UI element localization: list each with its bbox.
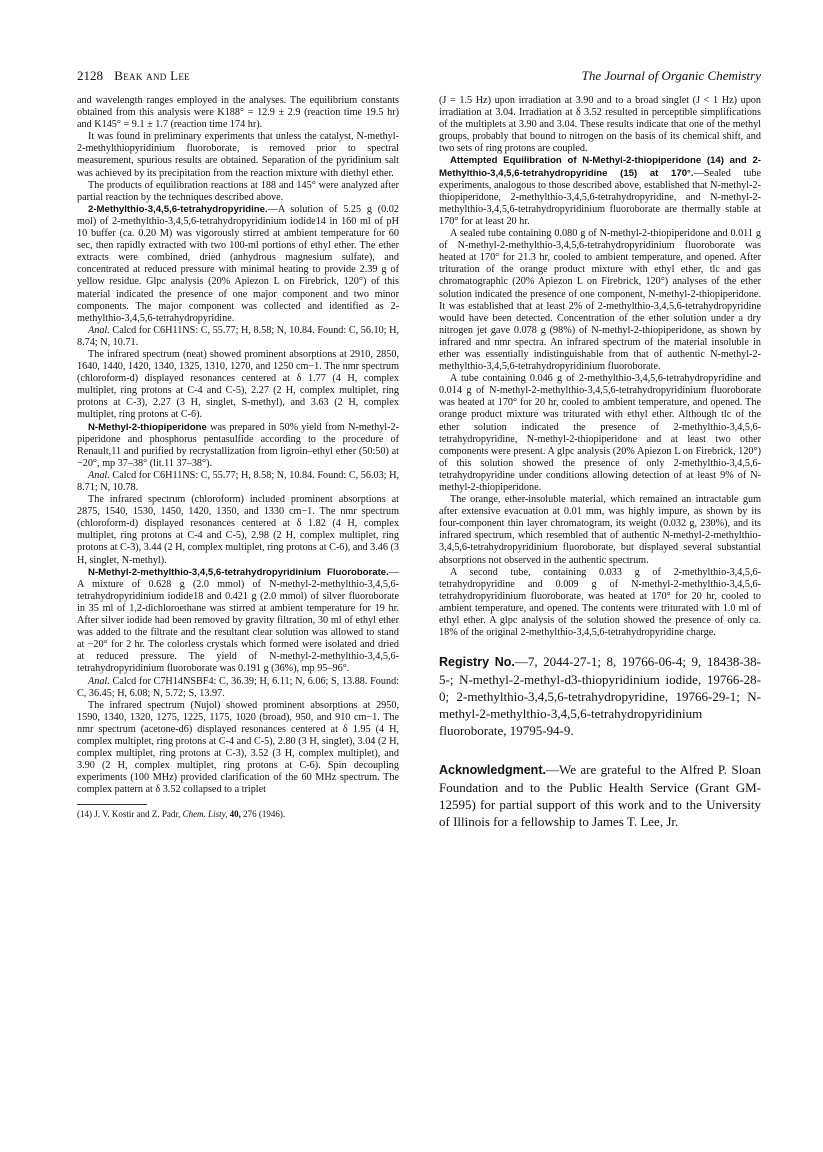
running-authors: Beak and Lee — [114, 68, 190, 83]
paragraph: A second tube, containing 0.033 g of 2-methylthio-3,4,5,6-tetrahydropyridine and 0.009 g of N-methyl-2-methylthio-3,4,5,6-tetrahydropyridinium fluoroborate, was heated at 170° for 20 hr, cooled to ambient temperature, and opened. The contents were triturated with 1.0 ml of ethyl ether. A glpc analysis of the solution showed the presence of only ca. 18% of the original 2-methylthio-3,4,5,6-tetrahydropyridine charge. — [439, 566, 761, 639]
footnote — [77, 809, 399, 820]
paragraph: The infrared spectrum (Nujol) showed prominent absorptions at 2950, 1590, 1340, 1320, 1275, 1225, 1175, 1020 (broad), 950, and 910 cm−1. The nmr spectrum (acetone-d6) displayed resonances centered at δ 1.95 (4 H, complex multiplet, ring protons at C-4 and C-5), 2.80 (3 H, singlet), 3.04 (2 H, complex multiplet, ring protons at C-3), 3.52 (3 H, complex multiplet), and 3.90 (2 H, complex multiplet, ring protons at C-6). Spin decoupling experiments (100 MHz) provided clarification of the 60 MHz spectrum. The complex pattern at δ 3.52 collapsed to a triplet — [77, 699, 399, 796]
running-header — [77, 66, 761, 86]
acknowledgment-heading: Acknowledgment. — [439, 763, 546, 778]
paragraph: It was found in preliminary experiments that unless the catalyst, N-methyl-2-methylthiopyridinium fluoroborate, is removed prior to spectral measurement, spurious results are obtained. Separation of the pyridinium salt was achieved by its precipitation from the reaction mixture with diethyl ether. — [77, 131, 399, 179]
paragraph: A sealed tube containing 0.080 g of N-methyl-2-thiopiperidone and 0.011 g of N-methyl-2-methylthio-3,4,5,6-tetrahydropyridinium fluoroborate was heated at 170° for 21.3 hr, cooled to ambient temperature, and opened. After trituration of the orange product mixture with ethyl ether, tlc and gas chromatographic (20% Apiezon L on Firebrick, 120°) analyses of the ether solution indicated the presence of one component, N-methyl-2-thiopiperidone. It was established that at least 2% of 2-methylthio-3,4,5,6-tetrahydropyridine would have been detected. Concentration of the ether solution under a dry nitrogen jet gave 0.078 g (98%) of N-methyl-2-thiopiperidone, as shown by infrared and nmr spectra. An infrared spectrum of the material insoluble in ether was essentially indistinguishable from that of authentic N-methyl-2-methylthio-3,4,5,6-tetrahydropyridinium fluoroborate. — [439, 228, 761, 373]
journal-name: The Journal of Organic Chemistry — [581, 68, 761, 83]
registry-text: —7, 2044-27-1; 8, 19766-06-4; 9, 18438-38-5-; N-methyl-2-methyl-d3-thiopyridinium iodide, 19766-28-0; 2-methylthio-3,4,5,6-tetrahydropyridine, 19766-29-1; N-methyl-2-methylthio-3,4,5,6-tetrahydropyridinium fluoroborate, 19795-94-9. — [439, 654, 761, 739]
paragraph — [439, 155, 761, 228]
section-heading: Attempted Equilibration of N-Methyl-2-thiopiperidone (14) and 2-Methylthio-3,4,5,6-tetrahydropyridine (15) at 170°. — [439, 155, 761, 179]
section-heading: 2-Methylthio-3,4,5,6-tetrahydropyridine. — [88, 203, 268, 215]
paragraph-text: —Sealed tube experiments, analogous to those described above, established that N-methyl-2-thiopiperidone, 2-methylthio-3,4,5,6-tetrahydropyridine, and N-methyl-2-methylthio-3,4,5,6-tetrahydropyridinium fluoroborate are thermally stable at 170° for at least 20 hr. — [439, 167, 761, 227]
right-column — [439, 95, 761, 830]
paragraph — [77, 470, 399, 494]
paragraph: The orange, ether-insoluble material, which remained an intractable gum after extensive evacuation at 0.01 mm, was highly impure, as shown by its four-component thin layer chromatogram, its weight (0.032 g, 230%), and its infrared spectrum, which resembled that of authentic N-methyl-2-methylthio-3,4,5,6-tetrahydropyridinium fluoroborate, but displayed several substantial absorptions not observed in the authentic spectrum. — [439, 494, 761, 566]
paragraph-text: —A mixture of 0.628 g (2.0 mmol) of N-methyl-2-methylthio-3,4,5,6-tetrahydropyridinium iodide18 and 0.421 g (2.0 mmol) of silver fluoroborate in 35 ml of 1,2-dichloroethane was stirred at ambient temperature for 19 hr. After silver iodide had been removed by gravity filtration, 30 ml of ethyl ether was added to the filtrate and the resultant clear solution was allowed to stand at −20° for 2 hr. The colorless crystals which formed were isolated and dried at reduced pressure. The yield of N-methyl-2-methylthio-3,4,5,6-tetrahydropyridinium fluoroborate was 0.191 g (36%), mp 95–96°. — [77, 566, 399, 675]
registry-heading: Registry No. — [439, 655, 515, 670]
paragraph: (J = 1.5 Hz) upon irradiation at 3.90 and to a broad singlet (J < 1 Hz) upon irradiation at 3.04. Irradiation at δ 3.52 resulted in perceptible simplifications of the multiplets at 3.90 and 3.04. These results indicate that one of the methyl groups, probably that bound to nitrogen on the basis of its chemical shift, and two sets of ring protons are coupled. — [439, 95, 761, 155]
paragraph: A tube containing 0.046 g of 2-methylthio-3,4,5,6-tetrahydropyridine and 0.014 g of N-methyl-2-methylthio-3,4,5,6-tetrahydropyridinium fluoroborate was heated at 170° for 20 hr, cooled to ambient temperature, and opened. The orange product mixture was triturated with ethyl ether. Although tlc of the ether solution indicated the presence of 2-methylthio-3,4,5,6-tetrahydropyridine, N-methyl-2-thiopiperidone and at least two other components were present. A glpc analysis (20% Apiezon L on Firebrick, 120°) of this solution showed the presence of only 2-methylthio-3,4,5,6-tetrahydropyridine under conditions allowing detection of at least 9% of N-methyl-2-thiopiperidone. — [439, 373, 761, 493]
paragraph: The infrared spectrum (chloroform) included prominent absorptions at 2875, 1540, 1530, 1450, 1420, 1350, and 1330 cm−1. The nmr spectrum (chloroform-d) displayed resonances centered at δ 1.82 (4 H, complex multiplet, ring protons at C-4 and C-5), 2.98 (2 H, complex multiplet, ring protons at C-3), 3.44 (2 H, complex multiplet, ring protons at C-6), and 3.46 (3 H, singlet, N-methyl). — [77, 494, 399, 566]
section-heading: N-Methyl-2-methylthio-3,4,5,6-tetrahydropyridinium Fluoroborate. — [88, 566, 389, 578]
footnote-pages: 276 (1946). — [240, 809, 286, 820]
paragraph — [77, 325, 399, 349]
paragraph — [77, 204, 399, 325]
footnote-divider — [77, 804, 147, 805]
paragraph — [77, 676, 399, 700]
paragraph-text: was prepared in 50% yield from N-methyl-2-piperidone and phosphorus pentasulfide according to the procedure of Renault,11 and purified by recrystallization from ligroin–ethyl ether (50:50) at −20°, mp 37–38° (lit.11 37–38°). — [77, 421, 399, 469]
registry-numbers — [439, 653, 761, 739]
analysis-label: Anal. — [88, 675, 110, 687]
section-heading: N-Methyl-2-thiopiperidone — [88, 421, 207, 433]
paragraph: The infrared spectrum (neat) showed prominent absorptions at 2910, 2850, 1640, 1440, 1420, 1340, 1325, 1310, 1270, and 1250 cm−1. The nmr spectrum (chloroform-d) displayed resonances centered at δ 1.77 (4 H, complex multiplet, ring protons at C-4 and C-5), 2.27 (2 H, complex multiplet, ring protons at C-3), 2.27 (3 H, singlet, S-methyl), and 3.63 (2 H, complex multiplet, ring protons at C-6). — [77, 348, 399, 421]
paragraph-text: Calcd for C6H11NS: C, 55.77; H, 8.58; N, 10.84. Found: C, 56.03; H, 8.71; N, 10.78. — [77, 469, 400, 493]
paragraph — [77, 567, 399, 676]
analysis-label: Anal. — [88, 324, 110, 336]
paragraph: The products of equilibration reactions at 188 and 145° were analyzed after partial reaction by the techniques described above. — [77, 179, 399, 203]
footnote-volume: 40, — [229, 809, 241, 820]
left-column — [77, 95, 399, 820]
paragraph — [77, 422, 399, 470]
footnote-journal: Chem. Listy, — [182, 809, 228, 820]
paragraph-text: Calcd for C6H11NS: C, 55.77; H, 8.58; N, 10.84. Found: C, 56.10; H, 8.74; N, 10.71. — [77, 324, 400, 348]
footnote-authors: (14) J. V. Kostir and Z. Padr, — [77, 809, 183, 820]
paragraph-text: —A solution of 5.25 g (0.02 mol) of 2-methylthio-3,4,5,6-tetrahydropyridinium iodide14 in 160 ml of pH 10 buffer (ca. 0.20 M) was vigorously stirred at ambient temperature for 60 sec, then rapidly extracted with two 100-ml portions of ethyl ether. The ether extracts were combined, dried (anhydrous magnesium sulfate), and concentrated at reduced pressure with minimal heating to provide 2.39 g of yellow residue. Glpc analysis (20% Apiezon L on Firebrick, 120°) of this material indicated the presence of one major component and two minor components. The major component was collected and identified as 2-methylthio-3,4,5,6-tetrahydropyridine. — [77, 203, 399, 324]
header-left — [77, 66, 190, 86]
analysis-label: Anal. — [88, 469, 110, 481]
page-number: 2128 — [77, 68, 103, 83]
paragraph: and wavelength ranges employed in the analyses. The equilibrium constants obtained from this analysis were K188° = 12.9 ± 2.9 (reaction time 19.5 hr) and K145° = 9.1 ± 1.7 (reaction time 174 hr). — [77, 95, 399, 131]
paragraph-text: Calcd for C7H14NSBF4: C, 36.39; H, 6.11; N, 6.06; S, 13.88. Found: C, 36.45; H, 6.08; N, 5.72; S, 13.97. — [77, 675, 399, 699]
acknowledgment-text: —We are grateful to the Alfred P. Sloan Foundation and to the Public Health Service (Grant GM-12595) for partial support of this work and to the University of Illinois for a fellowship to James T. Lee, Jr. — [439, 762, 761, 830]
acknowledgment — [439, 761, 761, 830]
